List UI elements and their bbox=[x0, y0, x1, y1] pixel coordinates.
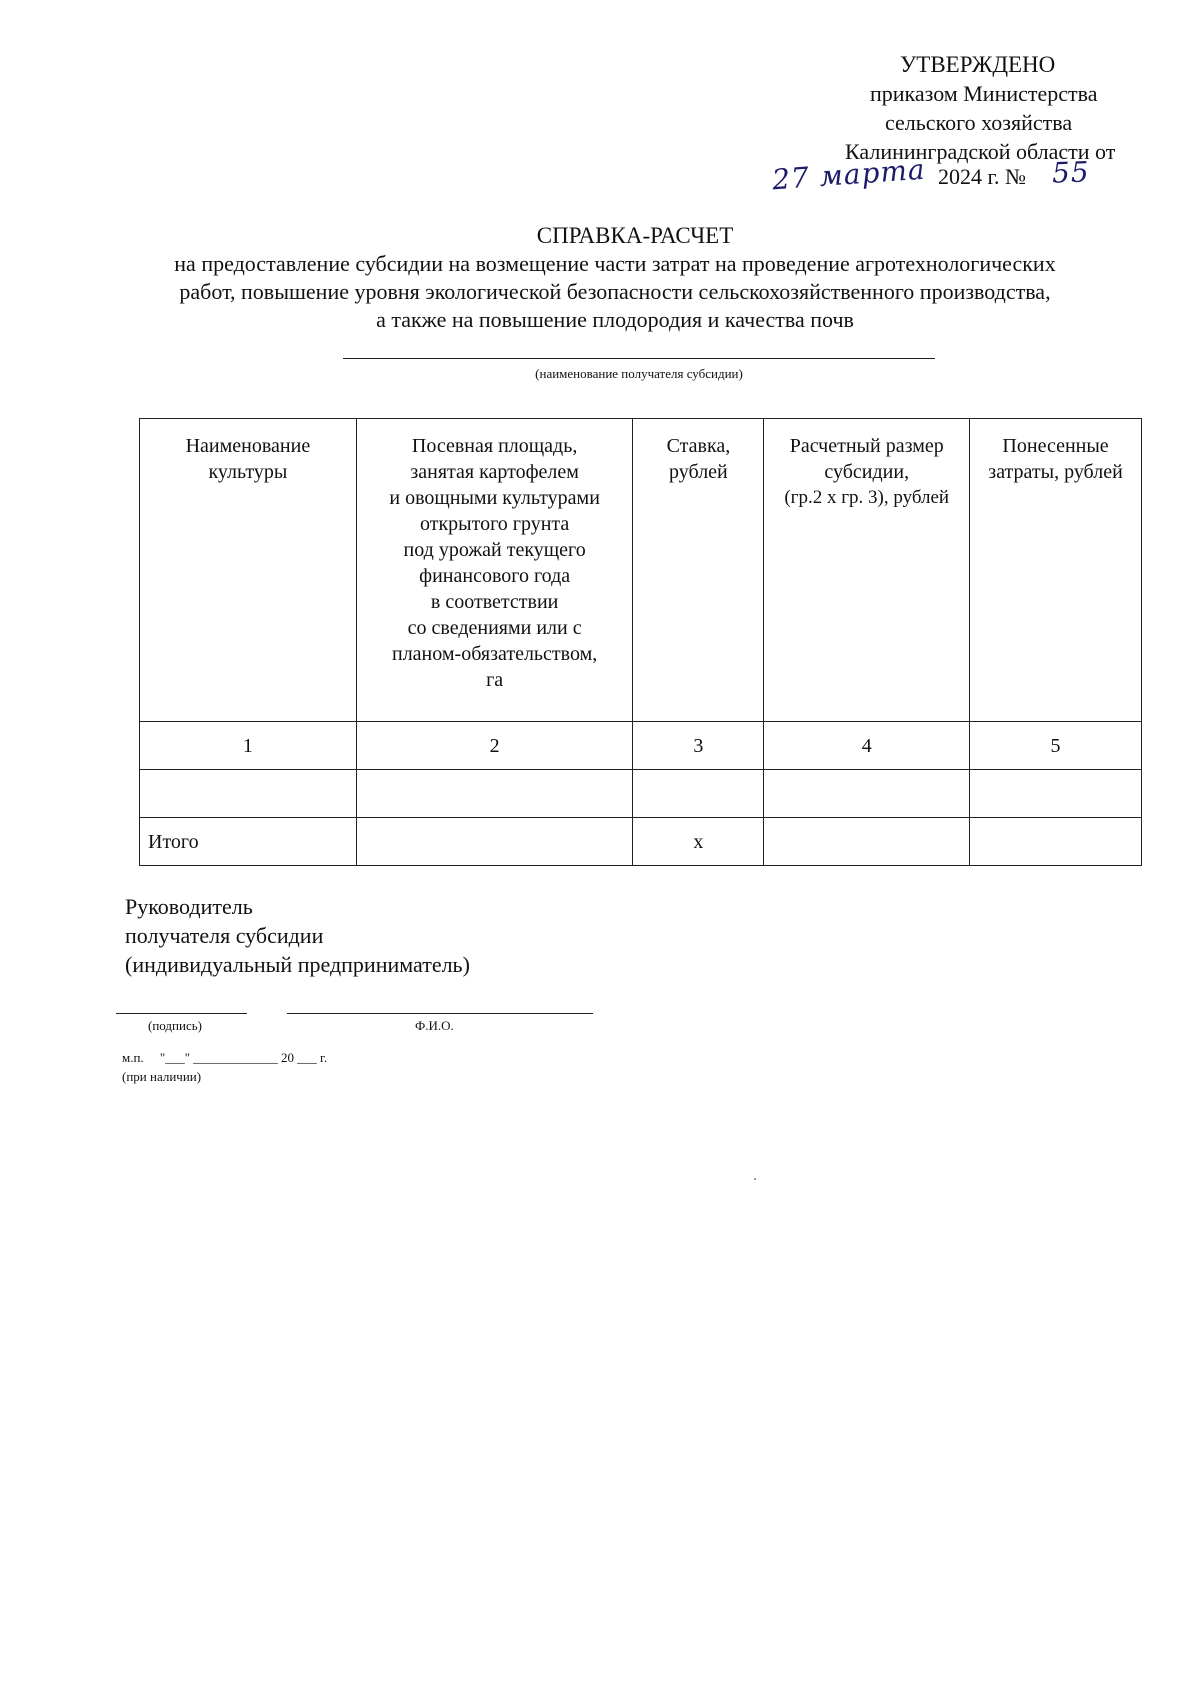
title-line-2: работ, повышение уровня экологической безопасности сельскохозяйственного производства, bbox=[179, 279, 1051, 304]
column-number-row bbox=[140, 722, 1142, 770]
document-title bbox=[0, 222, 1200, 334]
calculation-table bbox=[139, 418, 1142, 866]
table-header-row bbox=[140, 419, 1142, 722]
header-text: под урожай текущего bbox=[403, 539, 586, 561]
title-line-1: на предоставление субсидии на возмещение части затрат на проведение агротехнологических bbox=[174, 251, 1056, 276]
header-subsidy bbox=[764, 419, 970, 722]
handwritten-order-number: 55 bbox=[1051, 155, 1091, 190]
handwritten-date: 27 марта bbox=[771, 152, 927, 197]
header-text: Ставка, bbox=[666, 435, 731, 457]
cell-subsidy[interactable] bbox=[764, 770, 970, 818]
approval-heading: УТВЕРЖДЕНО bbox=[900, 52, 1056, 77]
header-text: затраты, рублей bbox=[988, 461, 1123, 483]
total-rate-mark: х bbox=[633, 818, 764, 866]
approval-date-line bbox=[760, 152, 1180, 200]
signer-block bbox=[125, 892, 470, 979]
stamp-note: (при наличии) bbox=[122, 1069, 202, 1084]
header-text: занятая картофелем bbox=[410, 461, 579, 483]
stamp-date-line: м.п. "___" _____________ 20 ___ г. bbox=[122, 1050, 328, 1065]
column-number: 5 bbox=[970, 722, 1142, 770]
total-costs[interactable] bbox=[970, 818, 1142, 866]
total-area[interactable] bbox=[356, 818, 633, 866]
total-subsidy[interactable] bbox=[764, 818, 970, 866]
header-text: субсидии, bbox=[824, 461, 910, 483]
signer-line-3: (индивидуальный предприниматель) bbox=[125, 952, 470, 977]
full-name-field[interactable] bbox=[287, 1013, 593, 1014]
header-text: финансового года bbox=[419, 565, 571, 587]
recipient-caption: (наименование получателя субсидии) bbox=[535, 366, 743, 381]
cell-culture[interactable] bbox=[140, 770, 357, 818]
signer-line-1: Руководитель bbox=[125, 894, 253, 919]
header-text: га bbox=[486, 669, 504, 691]
signer-line-2: получателя субсидии bbox=[125, 923, 324, 948]
header-text: планом-обязательством, bbox=[392, 643, 598, 665]
approval-year: 2024 г. № bbox=[938, 164, 1027, 189]
recipient-name-field[interactable] bbox=[343, 358, 935, 359]
header-text: культуры bbox=[208, 461, 288, 483]
cell-rate[interactable] bbox=[633, 770, 764, 818]
title-line-3: а также на повышение плодородия и качества почв bbox=[376, 307, 854, 332]
total-label: Итого bbox=[140, 818, 357, 866]
header-text: Наименование bbox=[185, 435, 311, 457]
header-culture bbox=[140, 419, 357, 722]
header-text: рублей bbox=[669, 461, 728, 483]
column-number: 3 bbox=[633, 722, 764, 770]
header-text: в соответствии bbox=[430, 591, 559, 613]
column-number: 2 bbox=[356, 722, 633, 770]
approval-region-line: Калининградской области от bbox=[845, 139, 1116, 164]
title-heading: СПРАВКА-РАСЧЕТ bbox=[536, 223, 734, 248]
column-number: 1 bbox=[140, 722, 357, 770]
header-area bbox=[356, 419, 633, 722]
header-text: Посевная площадь, bbox=[411, 435, 578, 457]
header-rate bbox=[633, 419, 764, 722]
column-number: 4 bbox=[764, 722, 970, 770]
header-costs bbox=[970, 419, 1142, 722]
header-text: со сведениями или с bbox=[407, 617, 582, 639]
cell-area[interactable] bbox=[356, 770, 633, 818]
table-row bbox=[140, 770, 1142, 818]
scan-speck bbox=[754, 1178, 756, 1180]
full-name-caption: Ф.И.О. bbox=[415, 1018, 454, 1033]
header-text: Расчетный размер bbox=[789, 435, 944, 457]
header-text: открытого грунта bbox=[419, 513, 570, 535]
approval-block bbox=[760, 50, 1160, 166]
total-row bbox=[140, 818, 1142, 866]
signature-field[interactable] bbox=[116, 1013, 247, 1014]
cell-costs[interactable] bbox=[970, 770, 1142, 818]
approval-ministry-line: сельского хозяйства bbox=[885, 110, 1073, 135]
header-text: и овощными культурами bbox=[389, 487, 600, 509]
signature-caption: (подпись) bbox=[148, 1018, 202, 1033]
header-text: (гр.2 х гр. 3), рублей bbox=[784, 487, 950, 508]
approval-order-line: приказом Министерства bbox=[870, 81, 1098, 106]
header-text: Понесенные bbox=[1002, 435, 1109, 457]
